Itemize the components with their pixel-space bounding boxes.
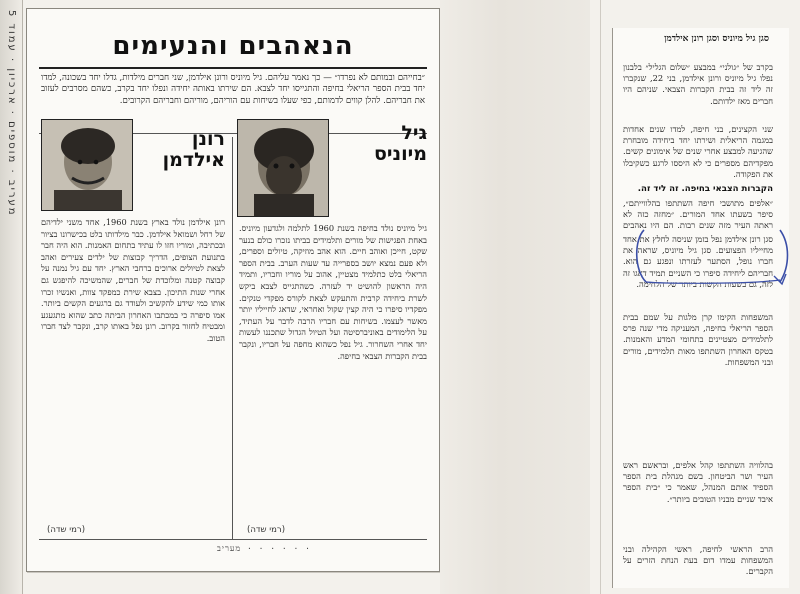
page-edge bbox=[0, 0, 23, 594]
profile-byline-ronen: (רמי שדה) bbox=[47, 525, 86, 535]
newspaper-clipping-column bbox=[612, 28, 789, 588]
page-edge-text: מעריב · מוספים · ארכיון · עמוד 5 bbox=[6, 10, 17, 217]
profile-byline-gil: (רמי שדה) bbox=[247, 525, 286, 535]
profile-name-ronen bbox=[139, 129, 225, 171]
column-paragraph-2: שני הקצינים, בני חיפה, למדו שנים אחדות במגמה הריאלית ושירתו יחד ביחידה מובחרת שהגיעה למבצע אחרי שנים של אימונים קשים. מפקדיהם מספרים כי לא היססו לרגע כשקיבלו את הפקודה. bbox=[623, 124, 773, 179]
portrait-photo-gil bbox=[237, 119, 329, 217]
bottom-divider bbox=[39, 539, 427, 540]
column-paragraph-6: בהלוויה השתתפו קהל אלפים, ובראשם ראש העיר ושר הביטחון. בשם מנהלת בית הספר הספיד אותם המנהל, שאמר כי ״בית הספר איבד שניים מבניו הטובים ביותר״. bbox=[623, 460, 773, 504]
profile-name-gil-first: גיל bbox=[401, 122, 427, 144]
headline-rule bbox=[39, 67, 427, 69]
profile-name-gil bbox=[339, 123, 427, 165]
blank-scan-area bbox=[440, 0, 590, 594]
column-paragraph-4: סגן רונן אילדמן נפל בזמן שניסה לחלץ את אחד מחייליו הפצועים. סגן גיל מיוניס, שראה את חברו נופל, הסתער לעזרתו ונפגע גם הוא. חבריהם ליחידה סיפרו כי השניים תמיד דאגו זה לזה, גם בשעות הקשות ביותר של הלחימה. bbox=[623, 234, 773, 289]
article-intro: ״בחייהם ובמותם לא נפרדו״ — כך נאמר עליהם. גיל מיוניס ורונן אילדמן, שני חברים מילדות, גדלו יחד בשכונה, למדו יחד בבית הספר הריאלי בחיפה והתגייסו יחד לצבא. הם שירתו באותה יחידה ונפלו יחד בקרב, כשהם מסרבים לעזוב את חבריהם. להלן קווים לדמותם, כפי שעלו בשיחות עם הוריהם, מוריהם וחבריהם הקרובים. bbox=[41, 73, 425, 106]
profile-bio-gil: גיל מיוניס נולד בחיפה בשנת 1960 לתלמה ולגדעון מיוניס. באחת הפגישות של מורים ותלמידים בביתו נזכרו כולם בנער שקט, חייכן ואוהב חיים. הוא אהב מוזיקה, טיולים וספרים, ולא פעם נמצא יושב בספרייה עד שעות הערב. בבית הספר הריאלי בלט כתלמיד מצטיין, אהוב על מוריו וחבריו, ותמיד היה הראשון להושיט יד לעזרה. כשהתגייס לצבא ביקש לשרת ביחידה קרבית והתעקש לצאת לקורס מפקדי טנקים. מפקדיו סיפרו כי היה קצין שקול ואחראי, שדאג לחייליו יותר מאשר לעצמו. בשיחות עם חבריו הרבה לדבר על העתיד, על הלימודים באוניברסיטה ועל הטיול הגדול שתכננו לעשות יחד אחרי השחרור. גיל נפל כשהוא מחפה על חבריו, ונקבר בבית הקברות הצבאי בחיפה. bbox=[239, 223, 427, 361]
profile-bio-ronen: רונן אילדמן נולד בארץ בשנת 1960, אחד משני ילדיהם של רחל ושמואל אילדמן. כבר מילדותו בלט בכישרונו בציור ובכתיבה, ומוריו חזו לו עתיד בתחום האמנות. הוא היה חבר בתנועת הצופים, הדריך קבוצות של ילדים צעירים ואהב לצאת לטיולים ארוכים ברחבי הארץ. יחד עם גיל נמנה על קבוצה קטנה ומלוכדת של חברים, שהמשיכה להיפגש גם אחרי שנות התיכון. בצבא שירת כמפקד צוות, ואנשיו זכרו אותו כמי שידע להקשיב ולעודד גם ברגעים הקשים ביותר. אמו סיפרה כי במכתבו האחרון הביתה כתב שהוא מתגעגע ומבטיח לחזור בקרוב. רונן נפל באותו קרב, ונקבר לצד חברו הטוב. bbox=[41, 217, 225, 343]
profile-name-gil-last: מיוניס bbox=[374, 143, 427, 165]
profile-name-ronen-first: רונן bbox=[191, 128, 225, 150]
column-subheading: הקברות הצבאי בחיפה. זה ליד זה. bbox=[637, 184, 773, 194]
print-footer: מעריב · · · · · · bbox=[217, 544, 311, 553]
column-paragraph-1: בקרב של ״גולני״ במבצע ״שלום הגליל״ בלבנון נפלו גיל מיוניס ורונן אילדמן, בני 22, שנקברו זה ליד זה בבית הקברות הצבאי. שניהם היו חברים מאז ילדותם. bbox=[623, 62, 773, 106]
article-headline: הנאהבים והנעימים bbox=[112, 31, 354, 61]
profiles-divider bbox=[232, 137, 233, 539]
column-paragraph-3: ״אלפים מתושבי חיפה השתתפו בהלווייתם״, סיפר בשעתו אחד המורים. ״מחזה כזה לא ראתה העיר מזה שנים רבות. הם היו נאהבים bbox=[623, 198, 773, 231]
paper-fold-line bbox=[600, 0, 601, 594]
portrait-photo-ronen bbox=[41, 119, 133, 211]
column-heading: סגן גיל מיוניס וסגן רונן אילדמן bbox=[664, 34, 769, 44]
column-paragraph-7: הרב הראשי לחיפה, ראשי הקהילה ובני המשפחות עמדו דום בעת הנחת הזרים על הקברים. bbox=[623, 544, 773, 577]
profile-name-ronen-last: אילדמן bbox=[162, 149, 225, 171]
column-paragraph-5: המשפחות הקימו קרן מלגות על שמם בבית הספר הריאלי בחיפה, המעניקה מדי שנה פרס לתלמידים מצטיינים בתחומי המדע והאמנות. בטקס האחרון השתתפו מאות תלמידים, מורים ובני המשפחות. bbox=[623, 312, 773, 367]
newspaper-clipping-main bbox=[26, 8, 440, 572]
